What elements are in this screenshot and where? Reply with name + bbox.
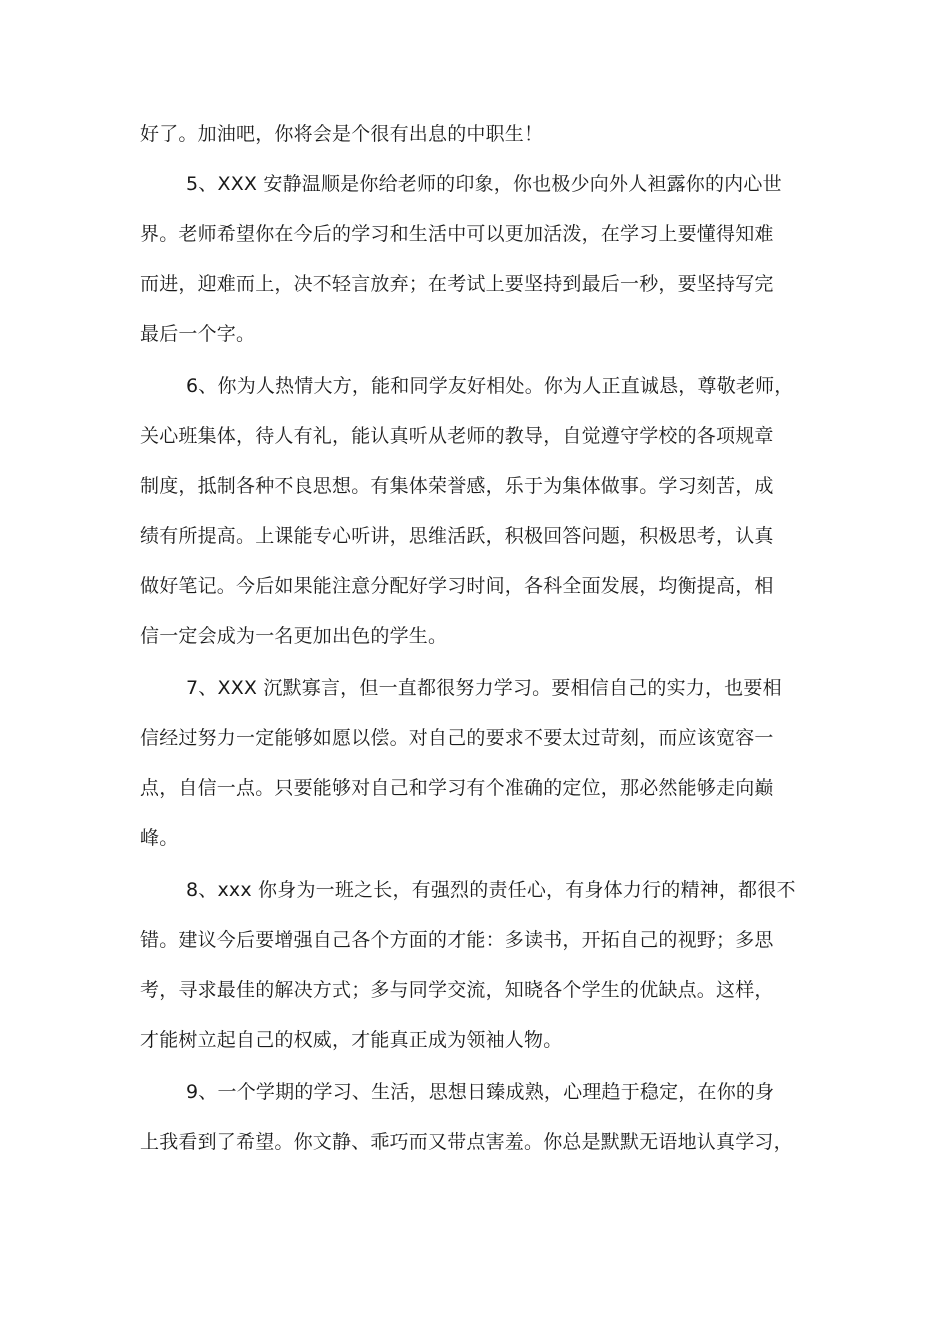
paragraph-9-line-1: 9、一个学期的学习、生活，思想日臻成熟，心理趋于稳定，在你的身 bbox=[186, 1081, 775, 1103]
paragraph-6-line-4: 绩有所提高。上课能专心听讲，思维活跃，积极回答问题，积极思考，认真 bbox=[140, 525, 774, 547]
paragraph-5-line-4: 最后一个字。 bbox=[140, 323, 256, 345]
paragraph-7-line-1: 7、XXX 沉默寡言，但一直都很努力学习。要相信自己的实力，也要相 bbox=[186, 677, 782, 699]
paragraph-6-line-1: 6、你为人热情大方，能和同学友好相处。你为人正直诚恳，尊敬老师， bbox=[186, 375, 794, 397]
paragraph-8-line-2: 错。建议今后要增强自己各个方面的才能：多读书，开拓自己的视野；多思 bbox=[140, 929, 774, 951]
paragraph-5-line-2: 界。老师希望你在今后的学习和生活中可以更加活泼，在学习上要懂得知难 bbox=[140, 223, 774, 245]
paragraph-7-line-4: 峰。 bbox=[140, 827, 179, 849]
paragraph-8-line-4: 才能树立起自己的权威，才能真正成为领袖人物。 bbox=[140, 1029, 563, 1051]
paragraph-6-line-6: 信一定会成为一名更加出色的学生。 bbox=[140, 625, 448, 647]
paragraph-6-line-3: 制度，抵制各种不良思想。有集体荣誉感，乐于为集体做事。学习刻苦，成 bbox=[140, 475, 774, 497]
paragraph-5-line-3: 而进，迎难而上，决不轻言放弃；在考试上要坚持到最后一秒，要坚持写完 bbox=[140, 273, 774, 295]
paragraph-7-line-2: 信经过努力一定能够如愿以偿。对自己的要求不要太过苛刻，而应该宽容一 bbox=[140, 727, 774, 749]
paragraph-9-line-2: 上我看到了希望。你文静、乖巧而又带点害羞。你总是默默无语地认真学习， bbox=[140, 1131, 793, 1153]
paragraph-8-line-3: 考，寻求最佳的解决方式；多与同学交流，知晓各个学生的优缺点。这样， bbox=[140, 979, 774, 1001]
paragraph-6-line-5: 做好笔记。今后如果能注意分配好学习时间，各科全面发展，均衡提高，相 bbox=[140, 575, 774, 597]
paragraph-5-line-1: 5、XXX 安静温顺是你给老师的印象，你也极少向外人袒露你的内心世 bbox=[186, 173, 782, 195]
paragraph-7-line-3: 点，自信一点。只要能够对自己和学习有个准确的定位，那必然能够走向巅 bbox=[140, 777, 774, 799]
paragraph-4-line-last: 好了。加油吧，你将会是个很有出息的中职生！ bbox=[140, 123, 544, 145]
paragraph-8-line-1: 8、xxx 你身为一班之长，有强烈的责任心，有身体力行的精神，都很不 bbox=[186, 879, 796, 901]
paragraph-6-line-2: 关心班集体，待人有礼，能认真听从老师的教导，自觉遵守学校的各项规章 bbox=[140, 425, 774, 447]
